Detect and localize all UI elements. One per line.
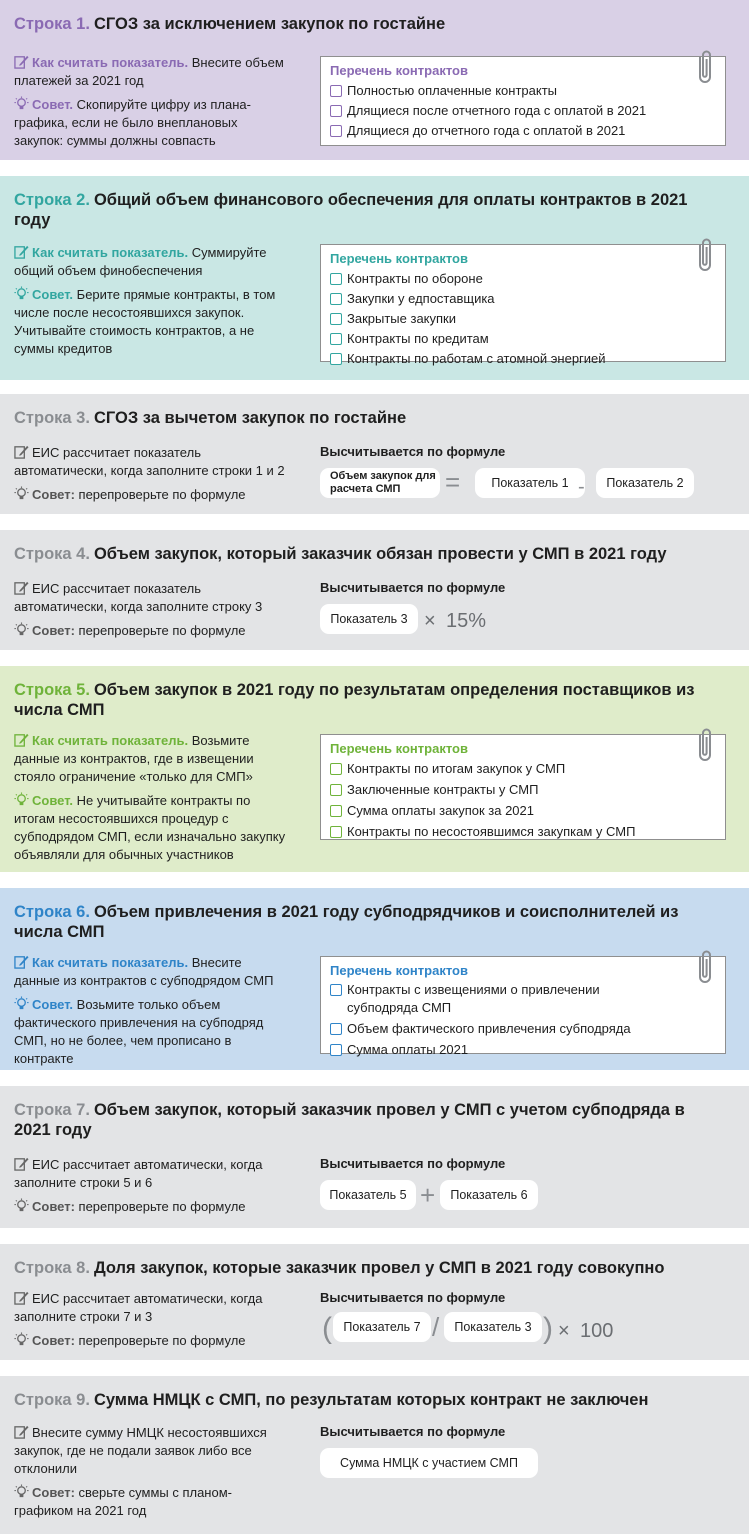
contract-item: Сумма оплаты закупок за 2021 xyxy=(347,803,534,818)
contract-item: Контракты по обороне xyxy=(347,271,483,286)
formula-value: 15% xyxy=(446,610,487,632)
row-1-notes: Как считать показатель. Внесите объем платежей за 2021 год Совет. Скопируйте цифру из плана-графика, если не было внеплановых закупок: суммы должны совпасть xyxy=(14,55,284,148)
formula-term: Показатель 5 xyxy=(320,1180,416,1210)
checkbox-icon[interactable] xyxy=(330,784,342,796)
paperclip-icon xyxy=(693,727,715,767)
formula-title: Высчитывается по формуле xyxy=(320,1156,506,1171)
row-6-title: Строка 6. Объем привлечения в 2021 году субподрядчиков и соисполнителей из числа СМП xyxy=(14,903,679,941)
contract-item: Длящиеся после отчетного года с оплатой в 2021 xyxy=(347,103,647,118)
formula-term: Показатель 6 xyxy=(440,1180,538,1210)
lightbulb-icon xyxy=(14,486,29,501)
checkbox-icon[interactable] xyxy=(330,805,342,817)
formula-title: Высчитывается по формуле xyxy=(320,1424,506,1439)
row-9-panel xyxy=(0,1376,749,1534)
formula-title: Высчитывается по формуле xyxy=(320,580,506,595)
row-1-title: Строка 1. СГОЗ за исключением закупок по гостайне xyxy=(14,15,446,33)
checkbox-icon[interactable] xyxy=(330,125,342,137)
lightbulb-icon xyxy=(14,996,29,1011)
formula-term: Сумма НМЦК с участием СМП xyxy=(320,1448,538,1478)
row-5-notes: Как считать показатель. Возьмите данные из контрактов, где в извещении стояло ограничение «только для СМП» Совет. Не учитывайте контракты по итогам несостоявшихся процедур с субподрядом СМП, если изначально закупку объявляли для обычных участников xyxy=(14,733,286,862)
multiply-sign: × xyxy=(558,1320,570,1342)
edit-icon xyxy=(14,1156,29,1171)
row-4-title: Строка 4. Объем закупок, который заказчик обязан провести у СМП в 2021 году xyxy=(14,545,667,563)
formula-title: Высчитывается по формуле xyxy=(320,1290,506,1305)
divide-sign: / xyxy=(432,1312,440,1342)
contract-item: Контракты по кредитам xyxy=(347,331,489,346)
row-2-notes: Как считать показатель. Суммируйте общий объем финобеспечения Совет. Берите прямые контракты, в том числе после несостоявшихся закупок. Учитывайте стоимость контрактов, а не суммы кредитов xyxy=(14,245,276,356)
row-6-contracts-card xyxy=(320,956,726,1057)
edit-icon xyxy=(14,244,29,259)
row-2-contracts-card xyxy=(320,244,726,366)
contracts-title: Перечень контрактов xyxy=(330,251,468,266)
contracts-title: Перечень контрактов xyxy=(330,963,468,978)
checkbox-icon[interactable] xyxy=(330,1044,342,1056)
lightbulb-icon xyxy=(14,1332,29,1347)
lightbulb-icon xyxy=(14,1484,29,1499)
row-3-title: Строка 3. СГОЗ за вычетом закупок по гостайне xyxy=(14,409,407,427)
contract-item: Сумма оплаты 2021 xyxy=(347,1042,469,1057)
lightbulb-icon xyxy=(14,96,29,111)
row-3-notes: ЕИС рассчитает показатель автоматически, когда заполните строки 1 и 2 Совет: перепроверьте по формуле xyxy=(14,445,285,502)
lightbulb-icon xyxy=(14,622,29,637)
formula-value: 100 xyxy=(580,1320,614,1342)
checkbox-icon[interactable] xyxy=(330,273,342,285)
paperclip-icon xyxy=(693,237,715,277)
checkbox-icon[interactable] xyxy=(330,826,342,838)
row-4-notes: ЕИС рассчитает показатель автоматически, когда заполните строку 3 Совет: перепроверьте по формуле xyxy=(14,581,263,638)
row-8-notes: ЕИС рассчитает автоматически, когда заполните строки 7 и 3 Совет: перепроверьте по формуле xyxy=(14,1291,263,1348)
formula-term: Показатель 3 xyxy=(320,604,418,634)
equals-sign: = xyxy=(445,467,461,497)
paperclip-icon xyxy=(693,949,715,989)
row-1-panel xyxy=(0,0,749,160)
checkbox-icon[interactable] xyxy=(330,293,342,305)
lightbulb-icon xyxy=(14,1198,29,1213)
edit-icon xyxy=(14,54,29,69)
plus-sign: + xyxy=(420,1180,436,1210)
formula-term: Показатель 2 xyxy=(596,468,694,498)
formula-term: Показатель 3 xyxy=(444,1312,542,1342)
row-9-title: Строка 9. Сумма НМЦК с СМП, по результатам которых контракт не заключен xyxy=(14,1391,649,1409)
checkbox-icon[interactable] xyxy=(330,333,342,345)
row-8-title: Строка 8. Доля закупок, которые заказчик провел у СМП в 2021 году совокупно xyxy=(14,1259,665,1277)
row-7-panel xyxy=(0,1086,749,1228)
checkbox-icon[interactable] xyxy=(330,105,342,117)
contract-item: Закупки у едпоставщика xyxy=(347,291,495,306)
contract-item: Закрытые закупки xyxy=(347,311,456,326)
checkbox-icon[interactable] xyxy=(330,353,342,365)
edit-icon xyxy=(14,732,29,747)
edit-icon xyxy=(14,580,29,595)
row-6-panel xyxy=(0,888,749,1070)
contract-item: Заключенные контракты у СМП xyxy=(347,782,539,797)
contract-item: Полностью оплаченные контракты xyxy=(347,83,558,98)
row-1-contracts-card xyxy=(320,56,726,146)
checkbox-icon[interactable] xyxy=(330,1023,342,1035)
row-7-title: Строка 7. Объем закупок, который заказчик провел у СМП с учетом субподряда в 2021 году xyxy=(14,1101,685,1139)
row-2-panel xyxy=(0,176,749,380)
lightbulb-icon xyxy=(14,792,29,807)
row-4-panel xyxy=(0,530,749,650)
row-7-notes: ЕИС рассчитает автоматически, когда заполните строки 5 и 6 Совет: перепроверьте по формуле xyxy=(14,1157,263,1214)
row-5-contracts-card xyxy=(320,734,726,840)
contracts-title: Перечень контрактов xyxy=(330,741,468,756)
row-8-panel xyxy=(0,1244,749,1360)
row-5-panel xyxy=(0,666,749,872)
edit-icon xyxy=(14,1290,29,1305)
minus-sign: - xyxy=(578,476,585,498)
checkbox-icon[interactable] xyxy=(330,984,342,996)
row-6-notes: Как считать показатель. Внесите данные из контрактов с субподрядом СМП Совет. Возьмите только объем фактического привлечения на субподряд СМП, но не более, чем прописано в контракте xyxy=(14,955,274,1066)
contracts-title: Перечень контрактов xyxy=(330,63,468,78)
left-paren: ( xyxy=(322,1312,332,1345)
formula-term: Показатель 7 xyxy=(333,1312,431,1342)
formula-term: Объем закупок для расчета СМП xyxy=(320,468,440,498)
contract-item: Контракты с извещениями о привлечении субподряда СМП xyxy=(347,982,600,1015)
lightbulb-icon xyxy=(14,286,29,301)
row-9-notes: Внесите сумму НМЦК несостоявшихся закупок, где не подали заявок либо все отклонили Совет: сверьте суммы с планом-графиком на 2021 год xyxy=(14,1425,267,1518)
checkbox-icon[interactable] xyxy=(330,763,342,775)
contract-item: Длящиеся до отчетного года с оплатой в 2021 xyxy=(347,123,626,138)
contract-item: Контракты по работам с атомной энергией xyxy=(347,351,606,366)
row-2-title: Строка 2. Общий объем финансового обеспечения для оплаты контрактов в 2021 году xyxy=(14,191,688,229)
edit-icon xyxy=(14,444,29,459)
checkbox-icon[interactable] xyxy=(330,313,342,325)
checkbox-icon[interactable] xyxy=(330,85,342,97)
right-paren: ) xyxy=(543,1312,553,1345)
edit-icon xyxy=(14,954,29,969)
row-3-panel xyxy=(0,394,749,514)
edit-icon xyxy=(14,1424,29,1439)
paperclip-icon xyxy=(693,49,715,89)
contract-item: Объем фактического привлечения субподряда xyxy=(347,1021,631,1036)
multiply-sign: × xyxy=(424,610,436,632)
formula-title: Высчитывается по формуле xyxy=(320,444,506,459)
contract-item: Контракты по итогам закупок у СМП xyxy=(347,761,566,776)
contract-item: Контракты по несостоявшимся закупкам у СМП xyxy=(347,824,636,839)
formula-term: Показатель 1 xyxy=(475,468,585,498)
row-5-title: Строка 5. Объем закупок в 2021 году по результатам определения поставщиков из числа СМП xyxy=(14,681,695,719)
